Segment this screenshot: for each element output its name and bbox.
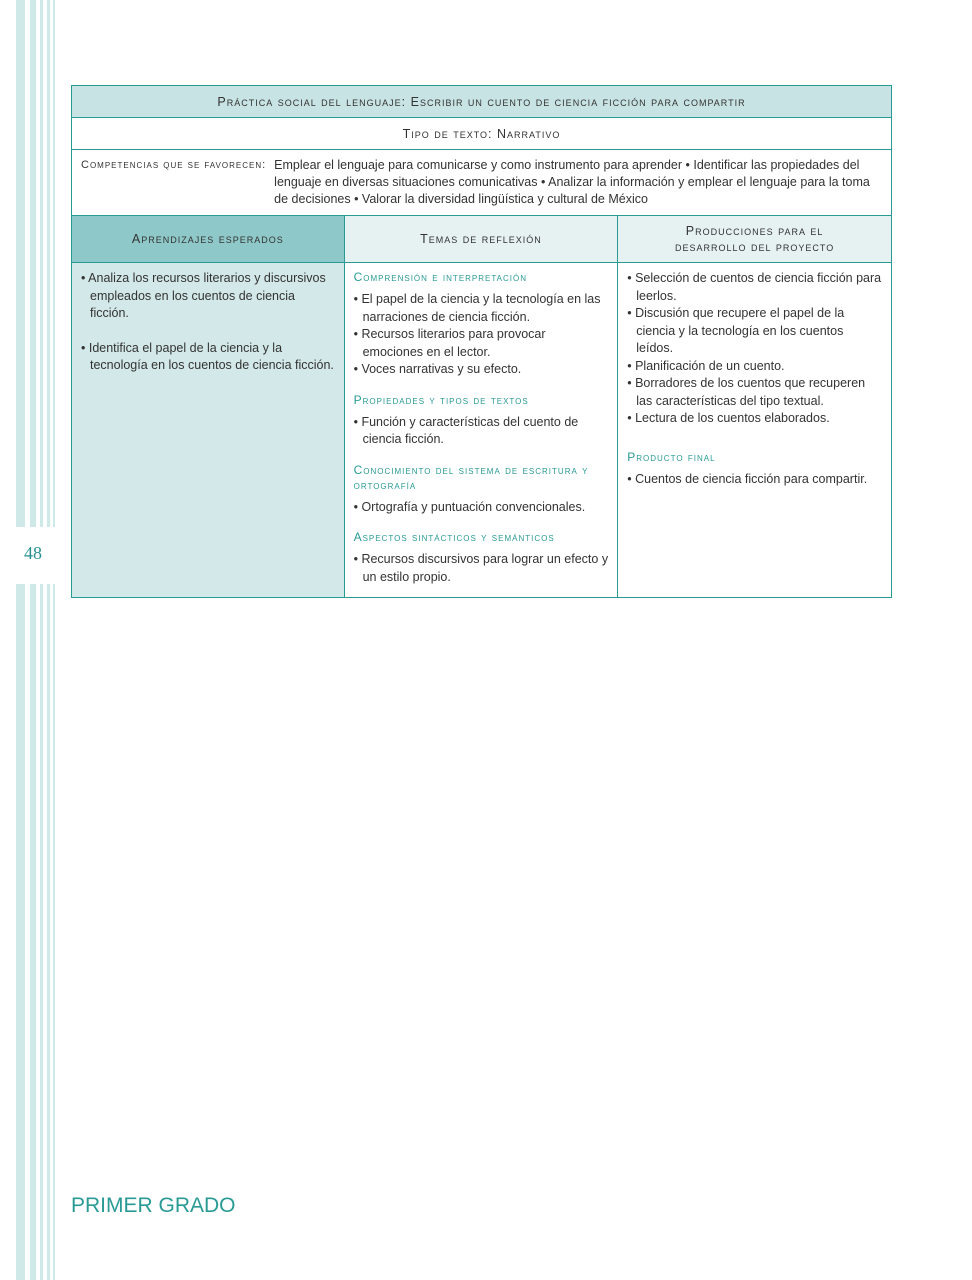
list-item: • Cuentos de ciencia ficción para compartir. (627, 471, 868, 486)
practica-header: Práctica social del lenguaje: Escribir un cuento de ciencia ficción para compartir (72, 86, 892, 118)
list-item: • Selección de cuentos de ciencia ficción para leerlos. (627, 271, 882, 303)
page-number: 48 (24, 543, 42, 563)
list-item: • Recursos literarios para provocar emociones en el lector. (353, 327, 546, 359)
list-item: • Lectura de los cuentos elaborados. (627, 411, 830, 425)
competencias-label: Competencias que se favorecen: (81, 159, 267, 171)
section-title: Producto final (627, 449, 716, 464)
list-item: • Función y características del cuento de ciencia ficción. (353, 414, 579, 446)
list-item: • El papel de la ciencia y la tecnología en las narraciones de ciencia ficción. (353, 292, 601, 324)
column-header-aprendizajes: Aprendizajes esperados (72, 216, 345, 263)
margin-stripe (30, 0, 36, 1280)
list-item: • Planificación de un cuento. (627, 358, 785, 373)
margin-stripe (16, 0, 25, 1280)
section-title: Propiedades y tipos de textos (353, 392, 529, 407)
column-header-temas: Temas de reflexión (344, 216, 618, 263)
list-item: • Identifica el papel de la ciencia y la tecnología en los cuentos de ciencia ficción. (81, 340, 334, 372)
margin-stripe (53, 0, 55, 1280)
competencias-text: Emplear el lenguaje para comunicarse y como instrumento para aprender • Identificar las propiedades del lenguaje en diversas situaciones comunicativas • Analizar la información y emplear el lenguaje para la toma de decisiones • Valorar la diversidad lingüística y cultural de México (274, 158, 870, 206)
column-header-producciones: Producciones para el desarrollo del proyecto (618, 216, 892, 263)
list-item: • Recursos discursivos para lograr un efecto y un estilo propio. (353, 552, 609, 584)
margin-stripe (40, 0, 43, 1280)
list-item: • Voces narrativas y su efecto. (353, 362, 522, 376)
list-item: • Ortografía y puntuación convencionales. (353, 499, 586, 514)
section-title: Comprensión e interpretación (353, 270, 528, 284)
list-item: • Analiza los recursos literarios y discursivos empleados en los cuentos de ciencia ficción. (81, 271, 326, 320)
section-title: Aspectos sintácticos y semánticos (353, 530, 555, 544)
margin-stripe (47, 0, 50, 1280)
section-title: Conocimiento del sistema de escritura y ortografía (353, 462, 589, 492)
list-item: • Discusión que recupere el papel de la ciencia y la tecnología en los cuentos leídos. (627, 306, 845, 355)
list-item: • Borradores de los cuentos que recuperen las características del tipo textual. (627, 376, 866, 408)
grade-footer: PRIMER GRADO (71, 1194, 236, 1217)
program-table (71, 85, 892, 598)
tipo-texto-header: Tipo de texto: Narrativo (72, 118, 892, 150)
